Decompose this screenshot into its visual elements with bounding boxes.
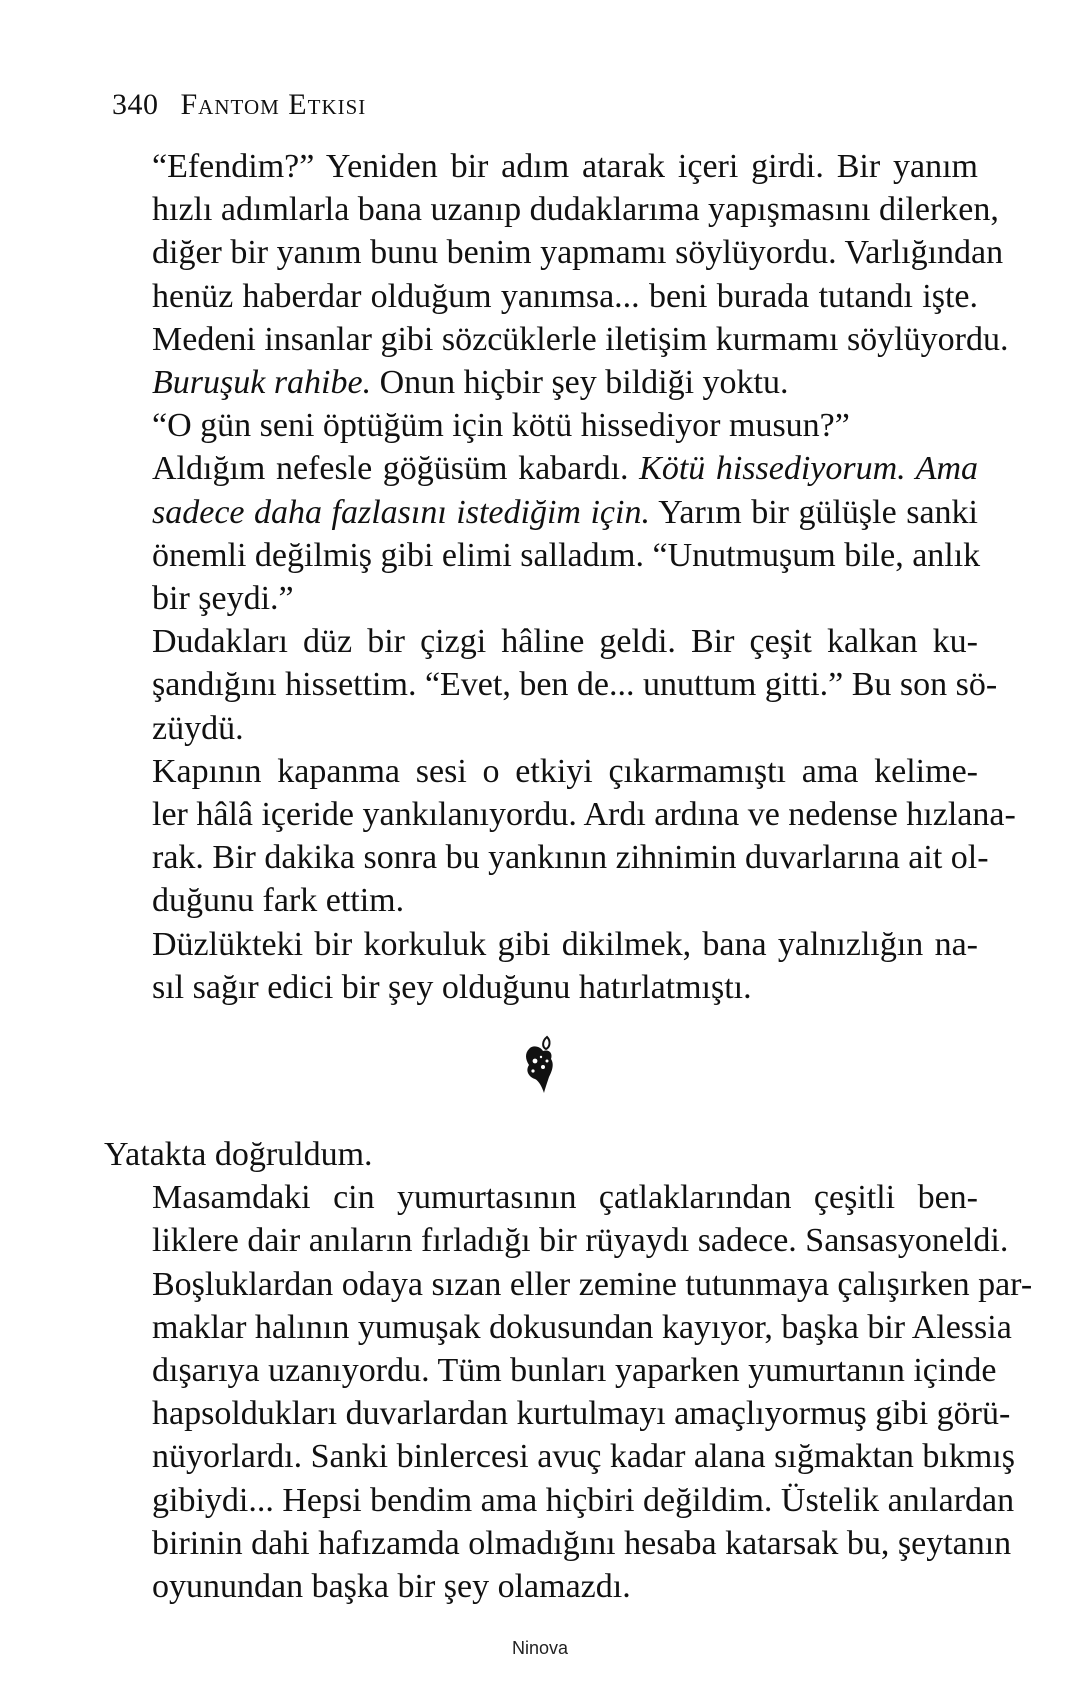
text-run: Boşluklardan odaya sızan eller zemine tutunmaya çalışırken par- <box>152 1265 1033 1303</box>
text-run: Aldığım nefesle göğüsüm kabardı. <box>152 450 640 488</box>
text-line <box>104 447 978 490</box>
text-line <box>104 1565 978 1608</box>
text-run: ler hâlâ içeride yankılanıyordu. Ardı ardına ve nedense hızlana- <box>152 796 1016 834</box>
text-line <box>104 836 989 879</box>
text-run: Kapının kapanma sesi o etkiyi çıkarmamıştı ama kelime- <box>152 752 978 790</box>
paragraph <box>104 620 998 750</box>
text-run: züydü. <box>152 709 244 747</box>
text-run: Düzlükteki bir korkuluk gibi dikilmek, bana yalnızlığın na- <box>152 925 978 963</box>
text-run: “Efendim?” Yeniden bir adım atarak içeri girdi. Bir yanım <box>152 148 978 185</box>
text-run: hapsoldukları duvarlardan kurtulmayı amaçlıyormuş gibi görü- <box>152 1395 1011 1433</box>
text-run: önemli değilmiş gibi elimi salladım. “Unutmuşum bile, anlık <box>152 536 981 574</box>
running-header <box>112 88 366 122</box>
text-line <box>104 577 978 620</box>
text-run: “O gün seni öptüğüm için kötü hissediyor musun?” <box>152 407 850 445</box>
text-line <box>104 534 981 577</box>
text-run: nüyorlardı. Sanki binlercesi avuç kadar alana sığmaktan bıkmış <box>152 1438 1015 1476</box>
text-line <box>104 491 978 534</box>
text-line <box>104 879 978 922</box>
text-run: Masamdaki cin yumurtasının çatlaklarından çeşitli ben- <box>152 1179 978 1217</box>
text-line <box>104 750 978 793</box>
text-run: Medeni insanlar gibi sözcüklerle iletişim kurmamı söylüyordu. <box>152 320 1009 358</box>
text-line <box>104 231 1004 274</box>
text-line <box>104 1349 997 1392</box>
text-run: rak. Bir dakika sonra bu yankının zihnimin duvarlarına ait ol- <box>152 839 989 877</box>
floral-scene-break-ornament-icon <box>521 1035 561 1095</box>
text-line <box>104 1522 1012 1565</box>
paragraph <box>104 1176 1033 1608</box>
text-line <box>104 361 978 404</box>
text-line <box>104 1176 978 1219</box>
paragraph <box>104 404 978 447</box>
text-line <box>104 707 978 750</box>
text-run: Yarım bir gülüşle sanki <box>649 493 978 531</box>
text-line <box>104 923 978 966</box>
text-line <box>104 1392 1011 1435</box>
text-run: şandığını hissettim. “Evet, ben de... unuttum gitti.” Bu son sö- <box>152 666 998 704</box>
text-run: birinin dahi hafızamda olmadığını hesaba katarsak bu, şeytanın <box>152 1524 1012 1562</box>
text-line <box>104 1435 1015 1478</box>
text-run: henüz haberdar olduğum yanımsa... beni burada tutandı işte. <box>152 277 978 315</box>
text-section-before-break <box>104 145 1016 1009</box>
text-line <box>104 318 1009 361</box>
text-line <box>104 1479 1015 1522</box>
text-line <box>104 1263 1033 1306</box>
text-run: diğer bir yanım bunu benim yapmamı söylüyordu. Varlığından <box>152 234 1004 272</box>
text-run: dışarıya uzanıyordu. Tüm bunları yaparken yumurtanın içinde <box>152 1352 997 1390</box>
text-line <box>104 663 998 706</box>
paragraph <box>104 923 978 1009</box>
text-line <box>104 275 978 318</box>
text-line <box>104 1133 978 1176</box>
text-line <box>104 404 978 447</box>
text-line <box>104 188 999 231</box>
text-run: bir şeydi.” <box>152 580 294 618</box>
text-line <box>104 1219 1009 1262</box>
text-line <box>104 620 978 663</box>
paragraph <box>104 145 1009 404</box>
text-line <box>104 966 978 1009</box>
text-section-after-break <box>104 1133 1033 1608</box>
page-number: 340 <box>112 88 159 121</box>
paragraph <box>104 750 1016 923</box>
paragraph <box>104 1133 978 1176</box>
italic-text: sadece daha fazlasını istediğim için. <box>152 493 650 531</box>
text-run: liklere dair anıların fırladığı bir rüyaydı sadece. Sansasyoneldi. <box>152 1222 1009 1260</box>
italic-text: Buruşuk rahibe. <box>152 364 372 402</box>
page-body <box>104 145 1033 1608</box>
text-line <box>104 793 1016 836</box>
paragraph <box>104 447 981 620</box>
text-run: duğunu fark ettim. <box>152 882 405 920</box>
text-line <box>104 145 978 188</box>
book-title: Fantom Etkisi <box>180 88 367 121</box>
text-run: gibiydi... Hepsi bendim ama hiçbiri değildim. Üstelik anılardan <box>152 1481 1015 1519</box>
text-run: oyunundan başka bir şey olamazdı. <box>152 1568 631 1606</box>
text-run: hızlı adımlarla bana uzanıp dudaklarıma yapışmasını dilerken, <box>152 191 999 229</box>
text-run: Onun hiçbir şey bildiği yoktu. <box>371 364 789 402</box>
text-line <box>104 1306 1012 1349</box>
italic-text: Kötü hissediyorum. Ama <box>639 450 978 488</box>
text-run: Dudakları düz bir çizgi hâline geldi. Bir çeşit kalkan ku- <box>152 623 978 661</box>
text-run: Yatakta doğruldum. <box>104 1136 373 1174</box>
publisher-footer: Ninova <box>511 1638 569 1658</box>
text-run: maklar halının yumuşak dokusundan kayıyor, başka bir Alessia <box>152 1308 1012 1346</box>
text-run: sıl sağır edici bir şey olduğunu hatırlatmıştı. <box>152 968 752 1006</box>
